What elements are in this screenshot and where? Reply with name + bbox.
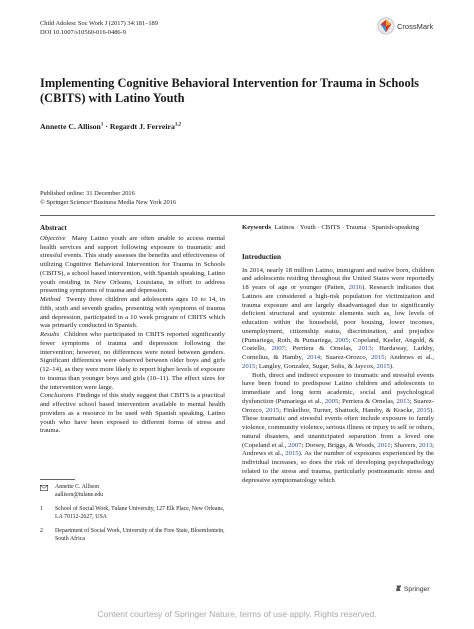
abstract-section xyxy=(40,224,225,436)
citation-link[interactable]: 2015 xyxy=(376,362,390,370)
article-title: Implementing Cognitive Behavioral Intervention for Trauma in Schools (CBITS) with Latino Youth xyxy=(40,76,419,105)
abstract-text: Findings of this study suggest that CBITS is a practical and effective school based intervention available to mental health providers as a resource to be used with Spanish speaking, Latino youth who have been exposed to different forms of stress and trauma. xyxy=(40,392,225,435)
affiliation-text: School of Social Work, Tulane University, 127 Elk Place, New Orleans, LA 70112-2627, USA xyxy=(55,506,225,520)
citation-link[interactable]: 2015 xyxy=(371,354,385,361)
author-name[interactable]: Regardt J. Ferreira xyxy=(109,122,175,131)
abstract-text: Many Latino youth are often unable to access mental health services and support following exposure to traumatic and stressful events. This study assesses the benefits and effectiveness of utilizing Cognitive Behavioral Intervention for Trauma in Schools (CBITS), a school based intervention, with Spanish speaking, Latino youth residing in New Orleans, Louisiana, in effort to address presenting symptoms of trauma and depression. xyxy=(40,234,226,295)
corresponding-author-email[interactable]: aallison@tulane.edu xyxy=(55,491,104,498)
intro-paragraph: Both, direct and indirect exposure to traumatic and stressful events have been found to predispose Latino children and adolescents to immediate and long term academic, social and psychological dysfunction (Pumariega et al., 2005; Perriera & Ornelas, 2013; Suarez-Orozco, 2015; Finkelhor, Turner, Shattuck, Hamby, & Kracke, 2015). These traumatic and stressful events often include exposure to family violence, community violence, serious illness or injury to self or others, natural disasters, and unanticipated separation from a loved one (Copeland et al., 2007; Dorsey, Briggs, & Woods, 2011; Shavers, 2013; Andrews et al., 2015). As the number of exposures experienced by the individual increases, so does the risk of developing psychopathology related to the stress and trauma, particularly posttraumatic stress and depressive symptomatology which xyxy=(242,371,435,484)
citation-link[interactable]: 2005 xyxy=(324,397,339,405)
journal-citation: Child Adolesc Soc Work J (2017) 34:181–189 xyxy=(40,20,158,27)
abstract-heading: Abstract xyxy=(40,224,67,232)
affiliation-text: Department of Social Work, University of the Free State, Bloemfontein, South Africa xyxy=(55,528,225,542)
keywords-list: Latinos · Youth · CBITS · Trauma · Spanish-speaking xyxy=(274,224,420,231)
citation-link[interactable]: 2013 xyxy=(418,441,433,449)
corresponding-author-name: Annette C. Allison xyxy=(55,484,100,490)
abstract-label: Conclusions xyxy=(40,392,74,400)
citation-link[interactable]: 2014 xyxy=(306,354,321,361)
author-name[interactable]: Annette C. Allison xyxy=(40,122,101,131)
citation-link[interactable]: 2007 xyxy=(288,441,302,449)
introduction-heading: Introduction xyxy=(242,252,282,261)
keywords xyxy=(242,224,434,233)
publisher-logo xyxy=(395,584,430,593)
divider xyxy=(40,215,435,216)
citation-link[interactable]: 2015 xyxy=(285,450,299,458)
author-affiliation-mark: 1,2 xyxy=(174,122,182,128)
citation-link[interactable]: 2016 xyxy=(348,284,362,291)
citation-link[interactable]: 2013 xyxy=(396,397,410,405)
intro-paragraph: In 2014, nearly 18 million Latino, immigrant and native born, children and adolescents residing throughout the United States were reportedly 18 years of age or younger (Patten, 2016). Research indicates that Latinos are considered a high-risk population for victimization and trauma exposure and are largely disadvantaged due to significantly deficient structural and systemic elements such as, low levels of education within the household, poor housing, lower incomes, unemployment, citizenship status, discrimination, and prejudice (Pumariega, Roth, & Pumariega, 2005; Copeland, Keeler, Angold, & Costello, 2007; Perriera & Ornelas, 2013; Hardaway, Larkby, Cornelius, & Hamby, 2014; Suarez-Orozco, 2015; Andrews et al., 2015; Langley, Gonzalez, Sugar, Solis, & Jaycox, 2015). xyxy=(242,266,435,370)
citation-link[interactable]: 2015 xyxy=(416,406,431,414)
citation-link[interactable]: 2015 xyxy=(242,362,256,370)
abstract-results xyxy=(40,331,225,392)
published-date: Published online: 31 December 2016 xyxy=(40,190,135,197)
courtesy-notice: Content courtesy of Springer Nature, terms of use apply. Rights reserved. xyxy=(97,609,377,619)
publication-info xyxy=(40,190,176,207)
copyright-notice: © Springer Science+Business Media New York 2016 xyxy=(40,198,177,206)
footnote-mark: 2 xyxy=(40,528,43,534)
abstract-label: Results xyxy=(40,331,60,338)
abstract-objective xyxy=(40,235,225,296)
citation-link[interactable]: 2015 xyxy=(265,406,280,414)
abstract-text: Children who participated in CBITS reported significantly fewer symptoms of trauma and depression following the intervention; however, no differences were noted between genders. Significant differences were observed between older boys and girls (12–14), as they were more likely to report higher levels of exposure to trauma than younger boys and girls (10–11). The effect sizes for the intervention were large. xyxy=(40,331,225,391)
journal-header xyxy=(40,20,158,37)
affiliation-footnote xyxy=(40,528,225,543)
citation-link[interactable]: 2007 xyxy=(271,345,285,353)
envelope-icon xyxy=(40,485,48,491)
affiliation-footnote xyxy=(40,506,225,521)
author-list xyxy=(40,122,181,131)
footnote-mark: 1 xyxy=(40,506,43,512)
keywords-label: Keywords xyxy=(242,224,271,231)
right-column xyxy=(242,224,434,485)
crossmark-icon xyxy=(377,17,395,35)
abstract-label: Objective xyxy=(40,234,66,242)
citation-link[interactable]: 2005 xyxy=(335,336,349,344)
crossmark-label: CrossMark xyxy=(397,22,434,31)
corresponding-author-footnote xyxy=(40,484,225,499)
crossmark-badge[interactable] xyxy=(377,17,447,37)
abstract-label: Method xyxy=(40,296,61,303)
publisher-name: Springer xyxy=(403,586,430,593)
author-affiliation-mark: 1 xyxy=(100,122,104,128)
citation-link[interactable]: 2011 xyxy=(377,441,391,449)
springer-horse-icon xyxy=(395,584,402,592)
abstract-text: Twenty three children and adolescents ages 10 to 14, in fifth, sixth and seventh grades, presenting with symptoms of trauma and depression, participated in a 10 week program of CBITS which was primarily conducted in Spanish. xyxy=(40,296,225,330)
journal-doi[interactable]: DOI 10.1007/s10560-016-0486-9 xyxy=(40,28,126,36)
abstract-conclusions xyxy=(40,392,225,436)
abstract-method xyxy=(40,296,225,331)
citation-link[interactable]: 2013 xyxy=(358,345,372,353)
footnote-divider xyxy=(40,479,75,480)
author-separator: · xyxy=(103,122,110,131)
